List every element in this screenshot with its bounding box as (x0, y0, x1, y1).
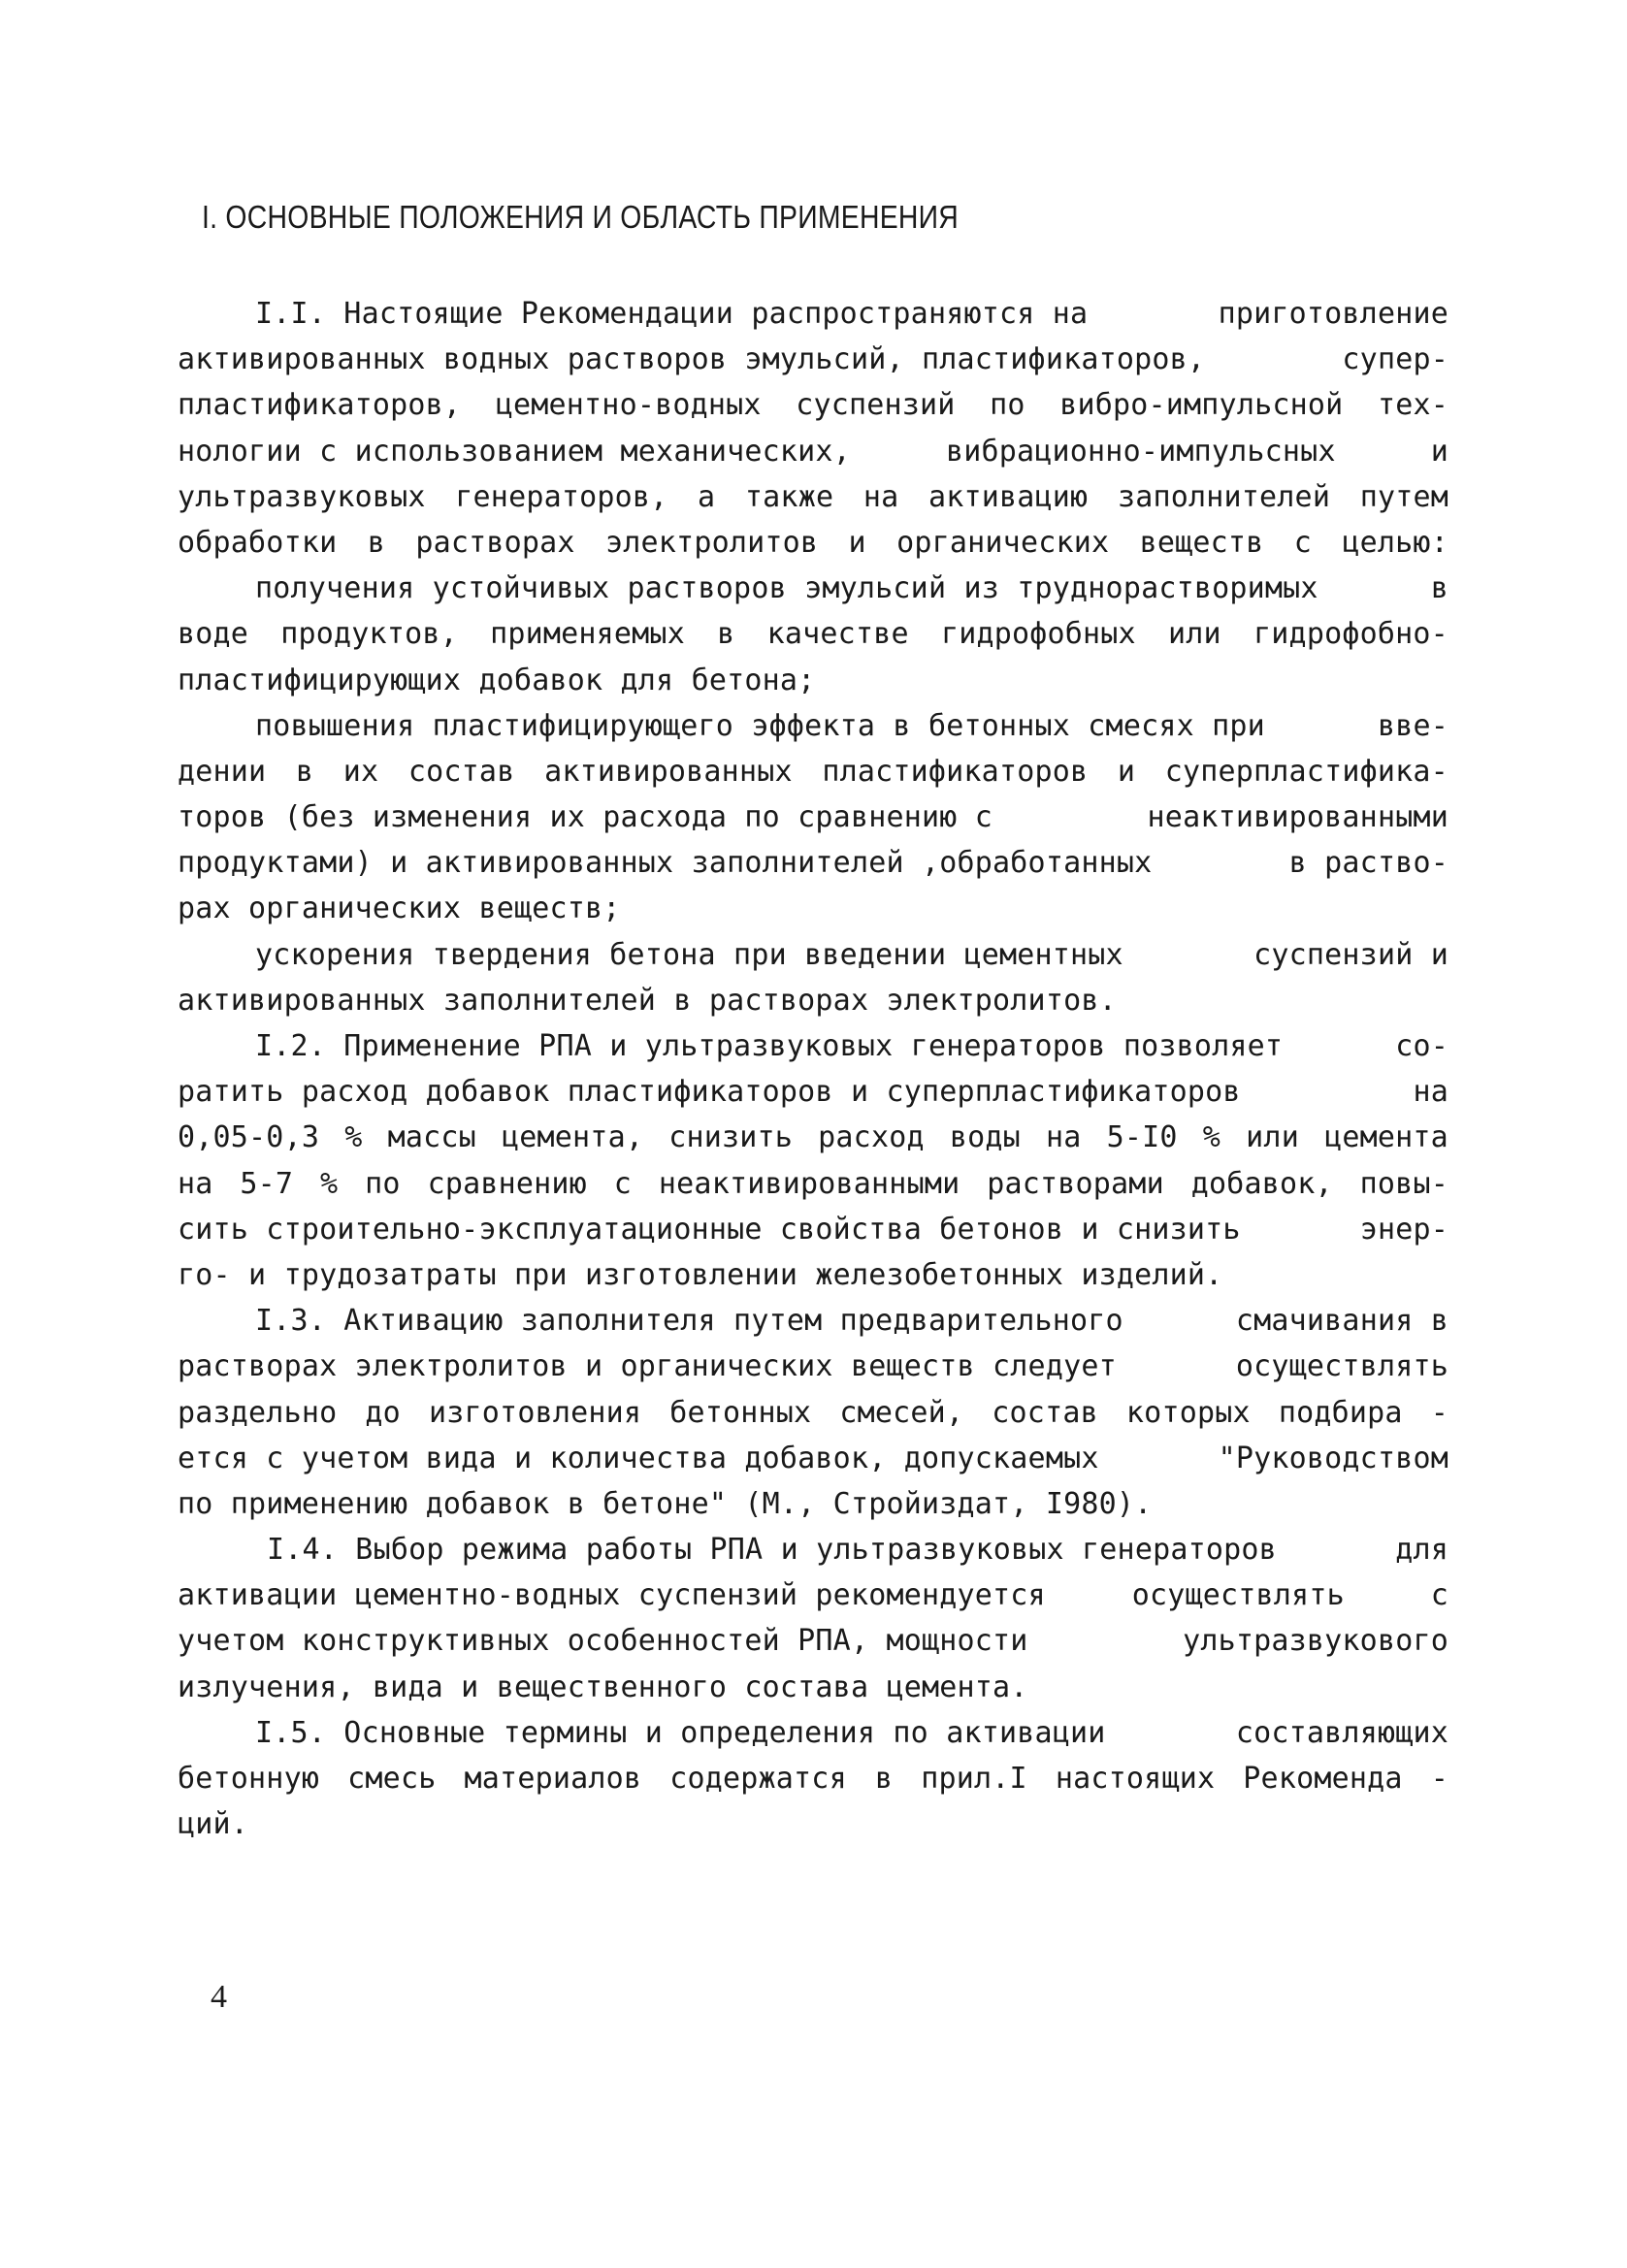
text-segment: "Руководством (1218, 1441, 1448, 1475)
body-text (178, 291, 1448, 1847)
text-word: цемента (1324, 1120, 1448, 1155)
text-word: обработки (178, 525, 338, 560)
text-line (178, 1161, 1448, 1207)
text-word: на (1046, 1120, 1082, 1155)
text-word: - (1430, 1762, 1448, 1796)
text-word: воды (949, 1120, 1021, 1155)
text-word: на (862, 479, 899, 514)
text-segment: ратить расход добавок пластификаторов и суперпластификаторов (178, 1075, 1241, 1110)
text-word: настоящих (1055, 1762, 1216, 1796)
text-word: состав (992, 1395, 1098, 1430)
text-word: путем (1359, 479, 1448, 514)
text-segment: на (1413, 1075, 1448, 1110)
text-line (178, 1023, 1448, 1069)
text-word: в (295, 754, 314, 789)
text-word: применяемых (490, 617, 685, 652)
text-word: 5-I0 (1106, 1120, 1178, 1155)
text-line (178, 1390, 1448, 1436)
section-heading: I. ОСНОВНЫЕ ПОЛОЖЕНИЯ И ОБЛАСТЬ ПРИМЕНЕНИЯ (202, 199, 960, 235)
text-segment: растворах электролитов и органических веществ следует (178, 1349, 1117, 1384)
text-word: заполнителей (1117, 479, 1331, 514)
text-segment: неактивированными (1147, 800, 1448, 835)
text-line (178, 1801, 1448, 1847)
text-word: на (178, 1166, 213, 1201)
text-segment: го- и трудозатраты при изготовлении железобетонных изделий. (178, 1257, 1223, 1292)
text-segment: с (1430, 1578, 1448, 1613)
text-word: и (848, 525, 866, 560)
text-word: смесь (347, 1762, 437, 1796)
text-word: сравнению (427, 1166, 587, 1201)
text-line (178, 932, 1448, 978)
text-word: неактивированными (658, 1166, 960, 1201)
text-line (178, 1115, 1448, 1160)
text-word: 5-7 (240, 1166, 294, 1201)
text-word: суспензий (796, 388, 956, 423)
text-word: дении (178, 754, 267, 789)
text-line (178, 978, 1448, 1023)
text-word: содержатся (669, 1762, 847, 1796)
text-line (178, 840, 1448, 886)
text-segment: по применению добавок в бетоне" (М., Стройиздат, I980). (178, 1486, 1153, 1521)
text-segment: активации цементно-водных суспензий рекомендуется (178, 1578, 1046, 1613)
text-segment: ускорения твердения бетона при введении цементных (255, 937, 1123, 972)
text-word: % (320, 1166, 339, 1201)
text-word: генераторов, (455, 479, 668, 514)
text-segment: со- (1395, 1029, 1448, 1063)
text-line (178, 658, 1448, 703)
text-word: повы- (1359, 1166, 1448, 1201)
text-word: которых (1125, 1395, 1251, 1430)
text-line (178, 429, 1448, 474)
text-word: цемента, (502, 1120, 644, 1155)
text-word: органических (896, 525, 1110, 560)
text-segment: ется с учетом вида и количества добавок, допускаемых (178, 1441, 1099, 1475)
text-segment: составляющих (1235, 1715, 1448, 1750)
text-segment: в раство- (1288, 846, 1448, 881)
text-word: % (344, 1120, 363, 1155)
text-segment: вве- (1377, 708, 1448, 743)
text-word: смесей, (839, 1395, 964, 1430)
text-segment: и (1430, 434, 1448, 469)
text-word: - (1430, 1395, 1448, 1430)
text-segment: I.3. Активацию заполнителя путем предварительного (255, 1304, 1123, 1339)
text-word: воде (178, 617, 249, 652)
text-word: гидрофобных (940, 617, 1136, 652)
text-segment: излучения, вида и вещественного состава цемента. (178, 1669, 1028, 1704)
text-word: или (1168, 617, 1221, 652)
text-word: пластификаторов, (178, 388, 462, 423)
text-line (178, 337, 1448, 382)
text-word: цементно-водных (495, 388, 762, 423)
text-word: бетонных (669, 1395, 812, 1430)
text-word: до (365, 1395, 401, 1430)
text-segment: смачивания в (1235, 1304, 1448, 1339)
text-line (178, 1618, 1448, 1664)
text-line (178, 1527, 1448, 1572)
text-segment: ультразвукового (1183, 1624, 1448, 1659)
text-segment: учетом конструктивных особенностей РПА, мощности (178, 1624, 1028, 1659)
page-number: 4 (211, 1979, 227, 2015)
text-word: прил.I (921, 1762, 1027, 1796)
text-line (178, 1572, 1448, 1618)
text-line (178, 794, 1448, 840)
text-word: бетонную (178, 1762, 320, 1796)
text-word: изготовления (429, 1395, 642, 1430)
text-word: расход (818, 1120, 925, 1155)
text-segment: активированных заполнителей в растворах электролитов. (178, 983, 1117, 1018)
text-segment: активированных водных растворов эмульсий, пластификаторов, (178, 342, 1206, 377)
text-line (178, 1069, 1448, 1115)
text-segment: получения устойчивых растворов эмульсий из труднорастворимых (255, 571, 1318, 606)
text-line (178, 611, 1448, 657)
text-word: состав (407, 754, 515, 789)
text-segment: в (1430, 571, 1448, 606)
text-segment: приготовление (1218, 297, 1448, 331)
text-segment: сить строительно-эксплуатационные свойства бетонов и снизить (178, 1212, 1241, 1247)
text-word: Рекоменда (1243, 1762, 1403, 1796)
text-word: также (744, 479, 834, 514)
text-word: по (990, 388, 1025, 423)
text-word: веществ (1139, 525, 1264, 560)
text-line (178, 1298, 1448, 1344)
text-word: % (1202, 1120, 1221, 1155)
text-line (178, 703, 1448, 749)
text-word: растворах (415, 525, 575, 560)
text-word: вибро-импульсной (1059, 388, 1344, 423)
text-word: раздельно (178, 1395, 338, 1430)
text-word: с (1293, 525, 1313, 560)
text-segment: ций. (178, 1807, 249, 1842)
text-line (178, 1344, 1448, 1389)
text-word: суперпластифика- (1164, 754, 1448, 789)
text-segment: I.5. Основные термины и определения по активации (255, 1715, 1106, 1750)
text-word: добавок, (1190, 1166, 1333, 1201)
text-line (178, 886, 1448, 931)
text-segment: осуществлять (1235, 1349, 1448, 1384)
text-segment: I.I. Настоящие Рекомендации распространяются на (255, 297, 1089, 331)
text-word: и (1117, 754, 1136, 789)
text-line (178, 566, 1448, 611)
text-word: 0,05-0,3 (178, 1120, 320, 1155)
text-word: тех- (1377, 388, 1448, 423)
text-segment: торов (без изменения их расхода по сравнению с (178, 800, 993, 835)
text-word: электролитов (605, 525, 819, 560)
text-word: ультразвуковых (178, 479, 426, 514)
text-word: активированных (544, 754, 793, 789)
text-line (178, 1481, 1448, 1527)
text-line (178, 1436, 1448, 1481)
text-segment: I.2. Применение РПА и ультразвуковых генераторов позволяет (255, 1029, 1284, 1063)
text-segment: осуществлять (1131, 1578, 1345, 1613)
text-line (178, 291, 1448, 337)
text-segment: рах органических веществ; (178, 891, 621, 926)
text-word: а (698, 479, 716, 514)
text-segment: вибрационно-импульсных (945, 434, 1336, 469)
text-word: в (874, 1762, 894, 1796)
text-line (178, 1756, 1448, 1801)
text-segment: I.4. Выбор режима работы РПА и ультразвуковых генераторов (267, 1533, 1277, 1568)
text-word: с (613, 1166, 633, 1201)
text-segment: нологии с использованием механических, (178, 434, 851, 469)
text-word: целью: (1342, 525, 1448, 560)
text-word: качестве (766, 617, 909, 652)
text-line (178, 1252, 1448, 1298)
text-word: массы (387, 1120, 476, 1155)
text-line (178, 520, 1448, 566)
text-word: продуктов, (280, 617, 458, 652)
text-word: в (367, 525, 385, 560)
text-segment: повышения пластифицирующего эффекта в бетонных смесях при (255, 708, 1265, 743)
text-line (178, 474, 1448, 520)
text-word: пластификаторов (822, 754, 1089, 789)
text-segment: супер- (1342, 342, 1448, 377)
text-line (178, 1710, 1448, 1756)
text-line (178, 382, 1448, 428)
text-word: растворами (987, 1166, 1164, 1201)
text-segment: энер- (1359, 1212, 1448, 1247)
text-word: в (717, 617, 735, 652)
text-segment: для (1395, 1533, 1448, 1568)
text-segment: продуктами) и активированных заполнителей ,обработанных (178, 846, 1153, 881)
text-word: подбира (1278, 1395, 1403, 1430)
text-segment: суспензий и (1253, 937, 1448, 972)
text-word: по (365, 1166, 401, 1201)
text-word: активацию (927, 479, 1089, 514)
text-line (178, 1207, 1448, 1252)
text-segment: пластифицирующих добавок для бетона; (178, 663, 816, 697)
text-line (178, 749, 1448, 794)
text-line (178, 1665, 1448, 1710)
text-word: снизить (668, 1120, 794, 1155)
text-word: их (342, 754, 379, 789)
text-word: гидрофобно- (1253, 617, 1448, 652)
text-word: материалов (464, 1762, 642, 1796)
text-word: или (1246, 1120, 1299, 1155)
